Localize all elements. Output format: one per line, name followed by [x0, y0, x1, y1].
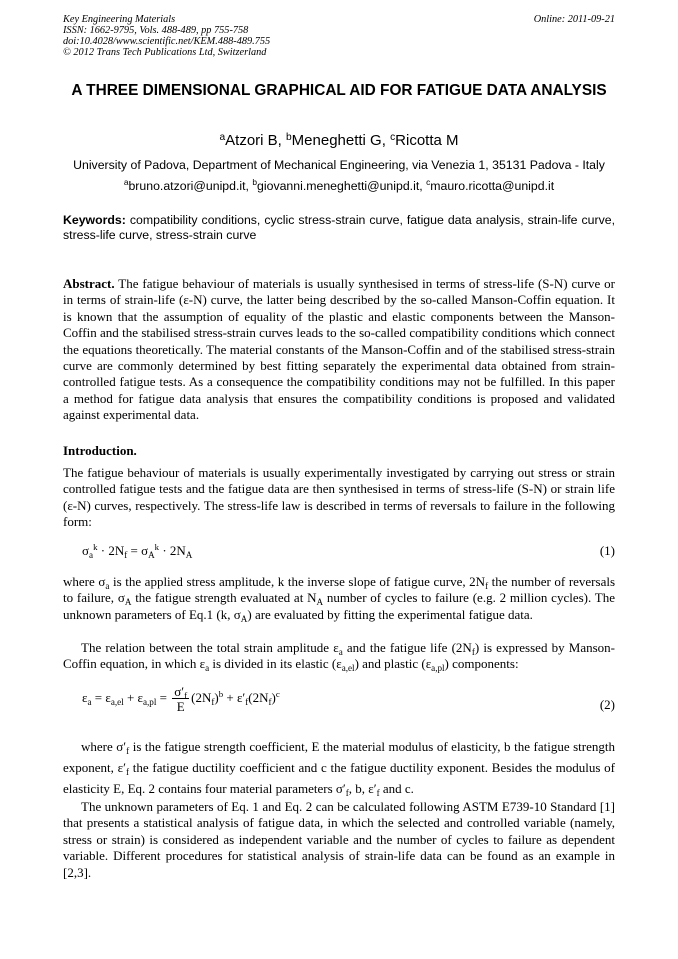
journal-name: Key Engineering Materials — [63, 14, 176, 25]
equation-2 — [82, 685, 615, 714]
author-name: Meneghetti G, — [291, 132, 391, 149]
text-run: ) are evaluated by fitting the experimental fatigue data. — [247, 606, 533, 622]
text-run: the number of reversals to failure, — [63, 574, 616, 606]
email-address: bruno.atzori@unipd.it, — [128, 179, 253, 193]
equation-1 — [82, 543, 615, 559]
paragraph-3: The relation between the total strain amplitude $\varepsilon_a$ and the fatigue life $(2N_f)$ is expressed by Manson-Coffin equation, in which $\varepsilon_a$ is divided in its elastic $(\varepsilon_{a,el})$ and plastic $(\varepsilon_{a,pl})$ components: — [63, 640, 615, 674]
text-run: where — [63, 574, 99, 589]
text-run: ) and plastic ( — [354, 656, 426, 672]
text-run: and c. — [379, 781, 414, 796]
intro-heading: Introduction. — [63, 443, 137, 458]
issn-line: ISSN: 1662-9795, Vols. 488-489, pp 755-758 — [63, 25, 249, 36]
email-sup: b — [252, 177, 258, 187]
abstract-text: The fatigue behaviour of materials is usually synthesised in terms of stress-life (S-N) curve or in terms of strain-life (ε-N) curve, the latter being described by the so-called Manson-Coffin equation. It is known that the assumption of equality of the plastic and elastic components between the Manson-Coffin and the stabilised stress-strain curves leads to the so-called compatibility conditions which connect the equations theoretically. The material constants of the Manson-Coffin and of the stabilised stress-strain curve are commonly determined by best fitting separately the experimental data obtained from strain-controlled fatigue tests. As a consequence the compatibility conditions may not be fulfilled. In this paper a method for fatigue data analysis that ensures the compatibility conditions is proposed and validated against experimental data. — [63, 276, 616, 423]
text-run: the fatigue ductility coefficient and c the fatigue ductility exponent. Besides the modulus of elasticity E, Eq. 2 contains four material parameters — [63, 760, 615, 796]
author-name: Ricotta M — [395, 132, 459, 149]
text-run: is divided in its elastic ( — [209, 656, 337, 672]
text-run: ) components: — [444, 656, 519, 672]
author-sup: b — [286, 132, 292, 143]
copyright-line: © 2012 Trans Tech Publications Ltd, Switzerland — [63, 47, 267, 58]
author-sup: c — [390, 132, 396, 143]
online-date: Online: 2011-09-21 — [533, 14, 615, 25]
equation-2-body: $\varepsilon_a = \varepsilon_{a,el} + \varepsilon_{a,pl}$ = $\frac{\sigma'_f}{E}$ $(2N_f)^b + \varepsilon'_f(2N_f)^c$ — [82, 684, 280, 714]
text-run: The relation between the total strain amplitude — [81, 640, 334, 655]
intro-paragraph: The fatigue behaviour of materials is usually experimentally investigated by carrying out stress or strain controlled fatigue tests and the fatigue data are then synthesised in terms of stress-life (S-N) or strain life (ε-N) curves, respectively. The stress-life law is described in terms of reversals to failure in the following form: — [63, 465, 615, 530]
journal-header — [63, 14, 615, 58]
abstract-paragraph — [63, 276, 615, 424]
text-run: is the fatigue strength coefficient, E the material modulus of elasticity, b the fatigue strength exponent, — [63, 739, 615, 775]
text-run: and the fatigue life (2N — [342, 640, 472, 655]
text-run: , b, — [348, 781, 369, 796]
doi-line: doi:10.4028/www.scientific.net/KEM.488-489.755 — [63, 36, 271, 47]
abstract-label: Abstract. — [63, 276, 115, 291]
author-list — [63, 132, 615, 149]
text-run: number of cycles to failure (e.g. 2 million cycles). The unknown parameters of Eq.1 (k, — [63, 590, 615, 622]
paper-title: A THREE DIMENSIONAL GRAPHICAL AID FOR FATIGUE DATA ANALYSIS — [71, 82, 607, 99]
text-run: is the applied stress amplitude, k the inverse slope of fatigue curve, 2N — [109, 574, 486, 589]
author-name: Atzori B, — [225, 132, 286, 149]
keywords-text: compatibility conditions, cyclic stress-strain curve, fatigue data analysis, strain-life curve, stress-life curve, stress-strain curve — [63, 213, 615, 242]
text-run: ) is expressed by Manson-Coffin equation, in which — [63, 640, 615, 672]
author-sup: a — [219, 132, 226, 143]
equation-2-number: (2) — [599, 697, 615, 712]
equation-1-body: $\sigma_a^k \cdot 2N_f = \sigma_A^k \cdot 2N_A$ — [82, 542, 193, 560]
email-list — [63, 179, 615, 193]
email-sup: c — [426, 177, 431, 187]
text-run: where — [81, 739, 117, 754]
paragraph-2: where $\sigma_a$ is the applied stress amplitude, k the inverse slope of fatigue curve, $2N_f$ the number of reversals to failure, $\sigma_A$ the fatigue strength evaluated at $N_A$ number of cycles to failure (e.g. 2 million cycles). The unknown parameters of Eq.1 (k, $\sigma_A$) are evaluated by fitting the experimental fatigue data. — [63, 574, 616, 624]
keywords-label: Keywords: — [63, 213, 126, 227]
paragraph-4: where $\sigma'_f$ is the fatigue strength coefficient, E the material modulus of elasticity, b the fatigue strength exponent, $\varepsilon'_f$ the fatigue ductility coefficient and c the fatigue ductility exponent. Besides the modulus of elasticity E, Eq. 2 contains four material parameters $\sigma'_f$, b, $\varepsilon'_f$ and c. — [63, 739, 615, 798]
paragraph-5 — [63, 799, 615, 881]
affiliation: University of Padova, Department of Mechanical Engineering, via Venezia 1, 35131 Padova - Italy — [73, 158, 605, 172]
equation-1-number: (1) — [599, 543, 615, 558]
text-run: The unknown parameters of Eq. 1 and Eq. 2 can be calculated following ASTM E739-10 Standard [1] that presents a statistical analysis of fatigue data, in which the selected and controlled variable (namely, stress or strain) is considered as independent variable and the number of cycles to failure as dependent variable. Different procedures for statistical analysis of strain-life data can be found as an example in [2,3]. — [63, 799, 615, 880]
email-address: mauro.ricotta@unipd.it — [430, 179, 555, 193]
email-address: giovanni.meneghetti@unipd.it, — [257, 179, 427, 193]
keywords-block — [63, 213, 615, 243]
text-run: the fatigue strength evaluated at N — [131, 590, 317, 606]
email-sup: a — [123, 177, 129, 187]
